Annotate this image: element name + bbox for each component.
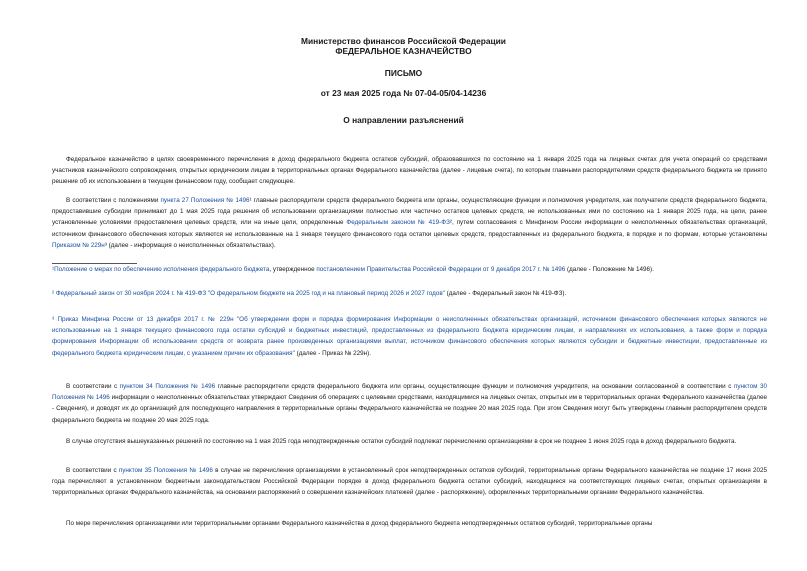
footnote-3	[52, 314, 767, 359]
footnote-1-text-a: , утвержденное	[269, 266, 317, 273]
footnote-3-text: (далее - Приказ № 229н).	[294, 349, 371, 357]
p3-text-c: информации о неисполненных обязательствах утверждают Сведения об операциях с целевыми средствами, находящимися на лицевых счетах, открытых им в территориальных органах Федерального казначейства (далее - Сведения), и доводят их до организаций для последующего направления в территориальные органы Федерального казначейства не позднее 20 мая 2025 года. При этом Сведения могут быть утверждены главным распорядителем средств федерального бюджета не позднее 20 мая 2025 года.	[52, 394, 767, 424]
link-federal-law-419[interactable]: Федеральным законом № 419-ФЗ	[346, 219, 450, 227]
link-regulation-1496[interactable]: Положение о мерах по обеспечению исполнения федерального бюджета	[54, 266, 270, 273]
footnote-2-text: (далее - Федеральный закон № 419-ФЗ).	[444, 290, 567, 297]
doc-type-heading: ПИСЬМО	[384, 68, 423, 78]
link-point-35[interactable]: пунктом 35 Положения № 1496	[118, 467, 213, 474]
paragraph-point-35	[52, 465, 767, 499]
p2-text-a: В соответствии с положениями	[66, 197, 161, 204]
paragraph-point-27	[52, 195, 767, 251]
paragraph-no-decision	[52, 436, 767, 447]
agency-heading: ФЕДЕРАЛЬНОЕ КАЗНАЧЕЙСТВО	[335, 46, 472, 56]
footnote-2-mark: ²	[52, 290, 55, 297]
link-federal-law-419-full[interactable]: Федеральный закон от 30 ноября 2024 г. № 419-ФЗ "О федеральном бюджете на 2025 год и на плановый период 2026 и 2027 годов"	[55, 290, 445, 297]
paragraph-intro-text: Федеральное казначейство в целях своевременного перечисления в доход федерального бюджета остатков субсидий, образовавшихся по состоянию на 1 января 2025 года на лицевых счетах для учета операций со средствами участников казначейского сопровождения, открытых юридическим лицам в территориальных органах Федерального казначейства (далее - лицевые счета), по которым главными распорядителями средств федерального бюджета не принято решение об их использовании в текущем финансовом году, сообщает следующее.	[52, 156, 767, 186]
footnote-1-text-b: (далее - Положение № 1496).	[565, 266, 654, 273]
link-point-30[interactable]: пунктом 30 Положения № 1496	[52, 383, 767, 402]
p2-text-b: ¹ главные распорядители средств федерального бюджета или органы, осуществляющие функции и полномочия учредителя, как получатели средств федерального бюджета, предоставившие субсидии принимают до 1 мая 2025 года решения об использовании организациями полностью или частично остатков целевых средств, не использованных ими по состоянию на 1 января 2025 года, на цели, ранее установленные условиями предоставления целевых средств, или на иные цели, определенные	[52, 197, 767, 227]
paragraph-transfer	[52, 518, 767, 529]
p2-text-d: ³ (далее - информация о неисполненных обязательствах).	[104, 241, 276, 249]
ministry-heading: Министерство финансов Российской Федерации	[301, 36, 506, 46]
p5-text-a: В соответствии с	[66, 467, 119, 474]
p5-text-b: в случае не перечисления организациями в установленный срок неподтвержденных остатков субсидий, территориальные органы Федерального казначейства не позднее 17 июня 2025 года перечисляют в установленном бюджетным законодательством Российской Федерации порядке в доход федерального бюджета остатки субсидий, находящиеся на соответствующих лицевых счетах, открытых организациям в территориальных органах Федерального казначейства, на основании распоряжений о совершении казначейских платежей (далее - распоряжение), оформленных территориальными органами Федерального казначейства.	[52, 467, 768, 497]
paragraph-no-decision-text: В случае отсутствия вышеуказанных решений по состоянию на 1 мая 2025 года неподтвержденные остатки субсидий подлежат перечислению организациями в срок не позднее 1 июня 2025 года в доход федерального бюджета.	[66, 438, 737, 445]
link-order-229n[interactable]: Приказом № 229н	[52, 241, 105, 249]
doc-date-number: от 23 мая 2025 года № 07-04-05/04-14236	[320, 88, 487, 98]
p3-text-a: В соответствии с	[66, 383, 120, 390]
doc-subject: О направлении разъяснений	[343, 115, 464, 125]
footnote-1-mark: ¹	[52, 266, 55, 273]
p2-text-c: ², путем согласования с Минфином России информации о неисполненных обязательствах организаций, источником финансового обеспечения которых являются не использованные на 1 января текущего финансового года остатки целевых средств, предоставленных из федерального бюджета, в порядке и по формам, которые установлены	[52, 219, 767, 238]
link-point-34[interactable]: пунктом 34 Положения № 1496	[119, 383, 216, 390]
link-order-229n-full[interactable]: Приказ Минфина России от 13 декабря 2017 г. № 229н "Об утверждении форм и порядка формирования Информации о неисполненных обязательствах организаций, источником финансового обеспечения которых являются не использованные на 1 января текущего финансового года остатки субсидий и бюджетных инвестиций, предоставленных из федерального бюджета юридическим лицам, и направлениях их использования, а также форм и порядка формирования Информации об использовании средств от возврата ранее произведенных организациями выплат, источником финансового обеспечения которых являются субсидии и бюджетные инвестиции, предоставленные из федерального бюджета юридическим лицам, с указанием причин их образования"	[52, 316, 767, 357]
p3-text-b: главные распорядители средств федерального бюджета или органы, осуществляющие функции и полномочия учредителя, на основании согласованной в соответствии с	[215, 383, 734, 390]
link-point-27[interactable]: пункта 27 Положения № 1496	[160, 197, 250, 204]
footnote-2	[52, 288, 767, 299]
link-resolution-1496[interactable]: постановлением Правительства Российской Федерации от 9 декабря 2017 г. № 1496	[316, 266, 566, 273]
paragraph-transfer-text: По мере перечисления организациями или территориальными органами Федерального казначейства в доход федерального бюджета неподтвержденных остатков субсидий, территориальные органы	[66, 520, 653, 527]
footnote-3-mark: ³	[52, 316, 55, 323]
footnote-1	[52, 264, 767, 275]
paragraph-intro	[52, 154, 767, 188]
paragraph-point-34	[52, 381, 767, 426]
